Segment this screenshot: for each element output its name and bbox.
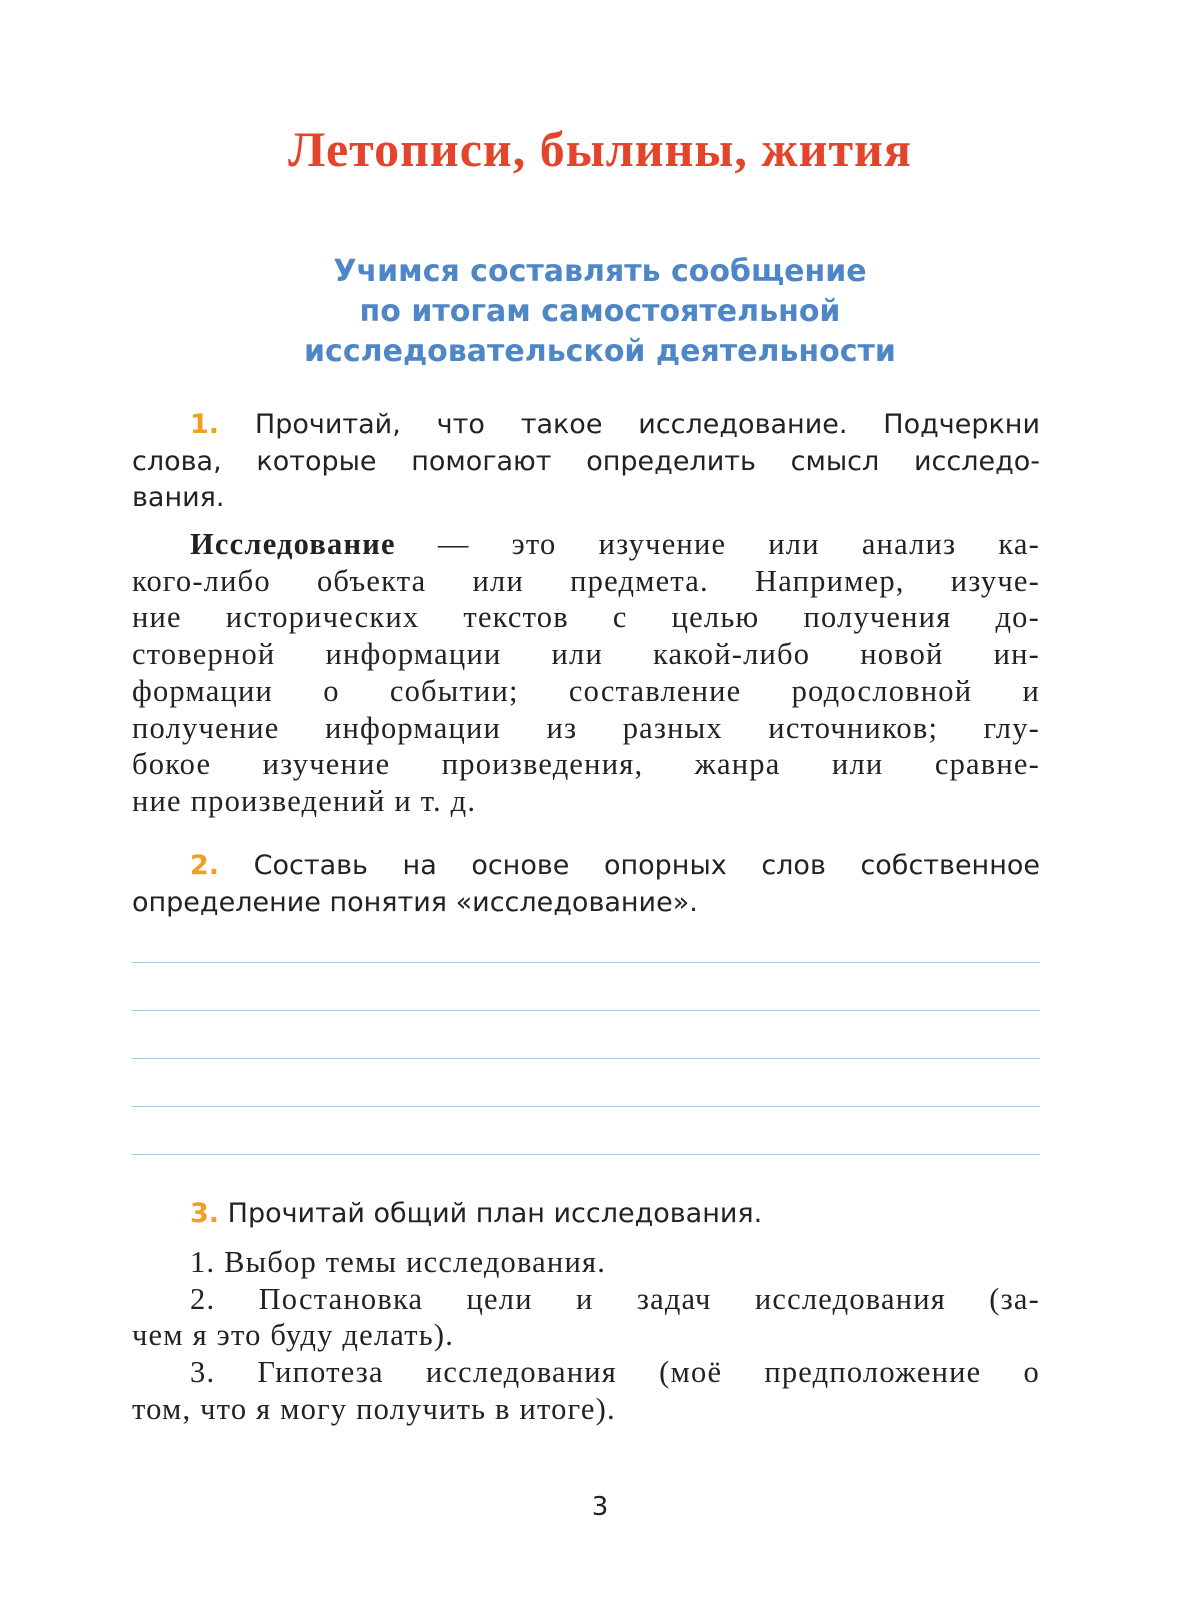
definition-line: стоверной информации или какой-либо новой ин-: [132, 637, 1040, 672]
task-2-line: определение понятия «исследование».: [132, 886, 698, 918]
task-3-number: 3.: [190, 1198, 220, 1229]
research-plan: [132, 1244, 1040, 1428]
task-1-line: слова, которые помогают определить смысл исследо-: [132, 445, 1040, 477]
task-2-line: 2. Составь на основе опорных слов собственное: [190, 850, 1040, 881]
writing-line[interactable]: [132, 1058, 1040, 1059]
task-2-number: 2.: [190, 850, 220, 881]
subtitle-line: исследовательской деятельности: [304, 334, 896, 369]
plan-item-2-line: чем я это буду делать).: [132, 1318, 455, 1353]
section-subtitle: [0, 252, 1200, 372]
task-1-line: вания.: [132, 482, 225, 513]
subtitle-line: по итогам самостоятельной: [359, 294, 841, 329]
definition-line: ние произведений и т. д.: [132, 783, 477, 818]
plan-item-2-line: 2. Постановка цели и задач исследования (за-: [190, 1281, 1040, 1316]
task-1-number: 1.: [190, 409, 220, 440]
definition-line: бокое изучение произведения, жанра или сравне-: [132, 747, 1040, 782]
task-1: [132, 407, 1040, 517]
writing-line[interactable]: [132, 1010, 1040, 1011]
definition-line: ние исторических текстов с целью получения до-: [132, 600, 1040, 635]
definition-paragraph: [132, 526, 1040, 820]
subtitle-line: Учимся составлять сообщение: [333, 254, 867, 289]
page-number: 3: [591, 1492, 609, 1522]
definition-line: получение информации из разных источников; глу-: [132, 710, 1040, 745]
task-2: [132, 848, 1040, 921]
definition-line: формации о событии; составление родословной и: [132, 673, 1040, 708]
definition-line: кого-либо объекта или предмета. Например, изуче-: [132, 563, 1040, 598]
definition-line: Исследование — это изучение или анализ ка-: [190, 527, 1040, 561]
writing-line[interactable]: [132, 962, 1040, 963]
plan-item-1: 1. Выбор темы исследования.: [190, 1245, 607, 1279]
task-3: [132, 1196, 1040, 1233]
writing-line[interactable]: [132, 1106, 1040, 1107]
task-1-line: 1. Прочитай, что такое исследование. Подчеркни: [190, 409, 1040, 440]
definition-term: Исследование: [190, 527, 396, 561]
chapter-title: Летописи, былины, жития: [288, 121, 912, 177]
task-3-line: 3. Прочитай общий план исследования.: [190, 1198, 763, 1229]
plan-item-3-line: том, что я могу получить в итоге).: [132, 1391, 616, 1426]
plan-item-3-line: 3. Гипотеза исследования (моё предположение о: [190, 1355, 1040, 1390]
writing-line[interactable]: [132, 1154, 1040, 1155]
